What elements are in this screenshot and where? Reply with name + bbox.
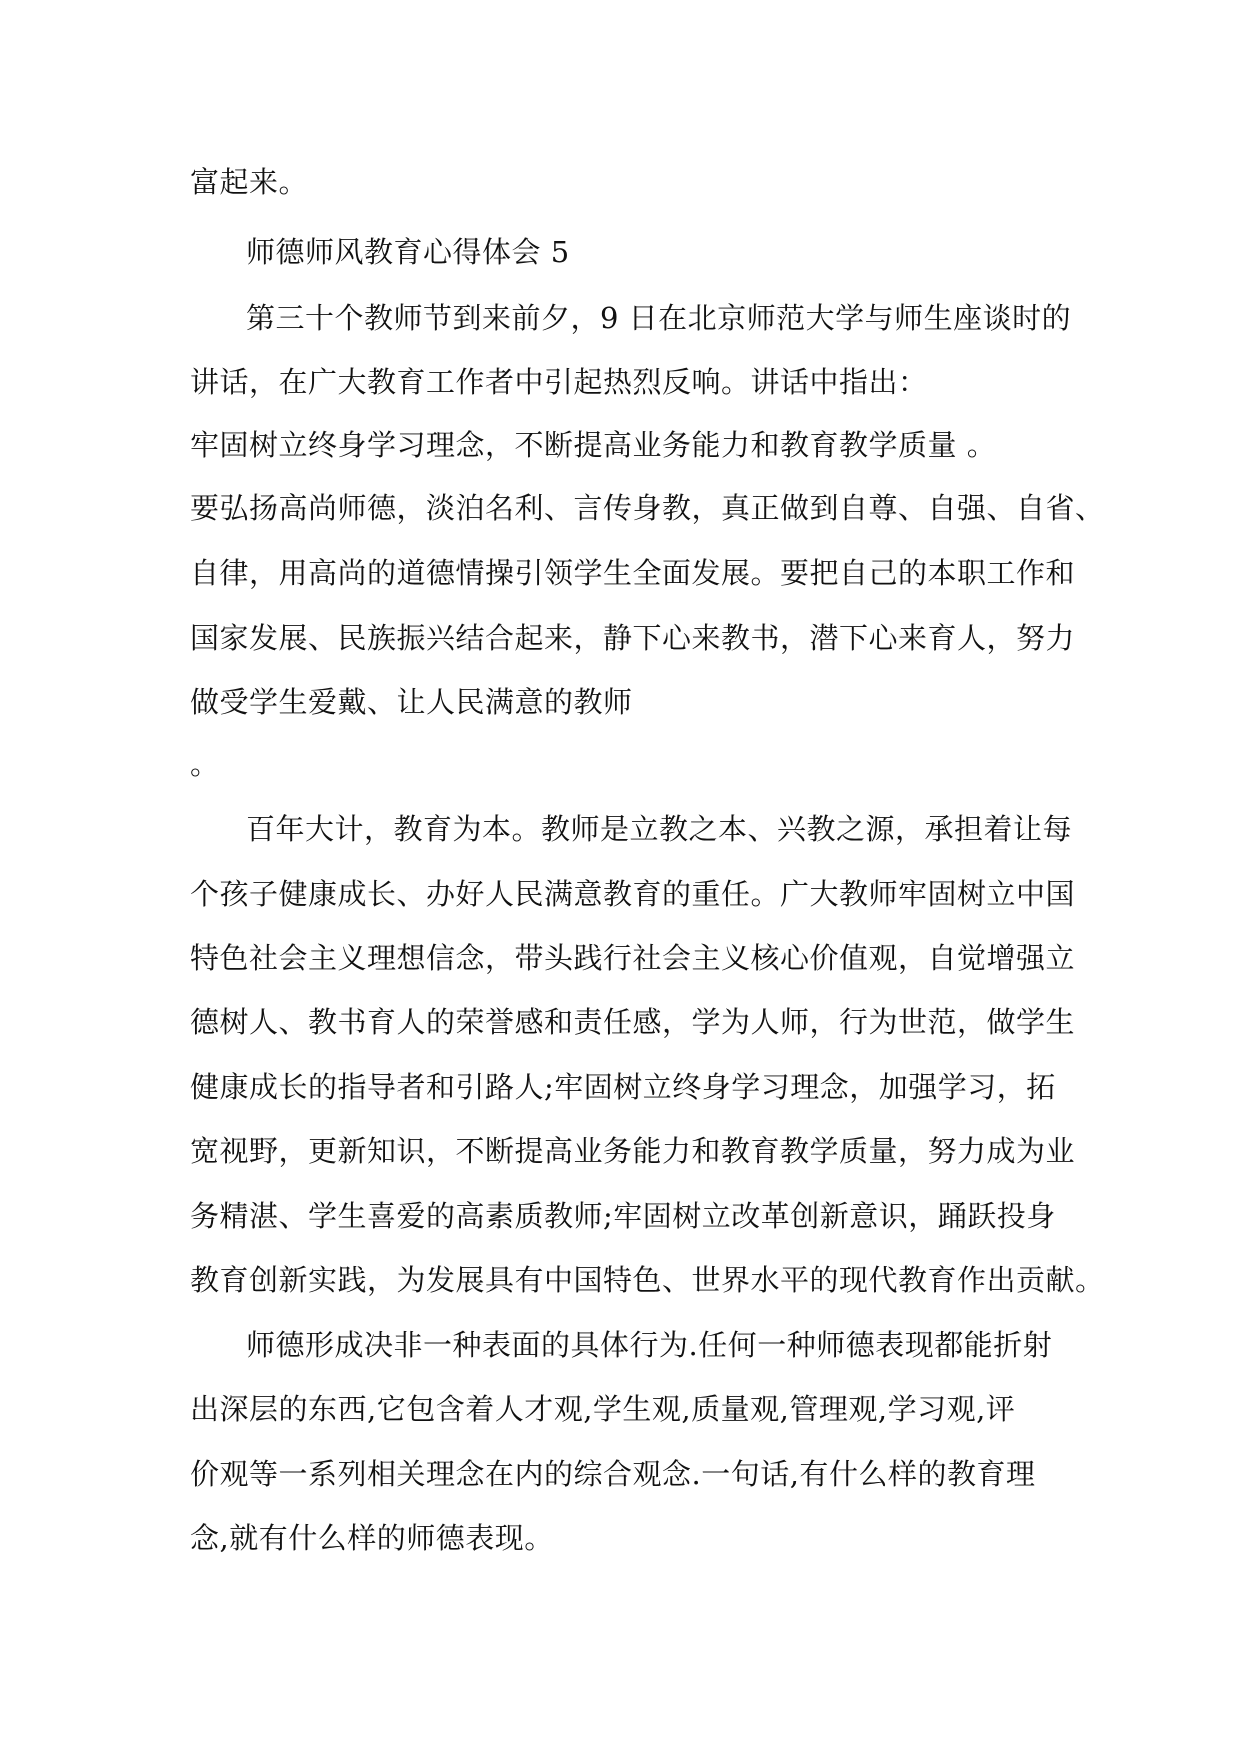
text-line: 个孩子健康成长、办好人民满意教育的重任。广大教师牢固树立中国	[190, 877, 1076, 911]
text-line: 念,就有什么样的师德表现。	[190, 1521, 554, 1555]
text-line: 要弘扬高尚师德，淡泊名利、言传身教，真正做到自尊、自强、自省、	[190, 491, 1105, 525]
text-line: 特色社会主义理想信念，带头践行社会主义核心价值观，自觉增强立	[190, 941, 1076, 975]
text-line: 百年大计，教育为本。教师是立教之本、兴教之源，承担着让每	[246, 812, 1073, 846]
text-line: 富起来。	[190, 165, 309, 199]
text-line: 德树人、教书育人的荣誉感和责任感，学为人师，行为世范，做学生	[190, 1005, 1076, 1039]
text-line: 出深层的东西,它包含着人才观,学生观,质量观,管理观,学习观,评	[190, 1392, 1016, 1426]
text-line: 。	[190, 747, 220, 781]
text-line: 牢固树立终身学习理念，不断提高业务能力和教育教学质量 。	[190, 428, 997, 462]
text-line: 第三十个教师节到来前夕，9 日在北京师范大学与师生座谈时的	[246, 301, 1072, 335]
section-heading: 师德师风教育心得体会 5	[246, 235, 570, 269]
text-line: 务精湛、学生喜爱的高素质教师;牢固树立改革创新意识，踊跃投身	[190, 1199, 1056, 1233]
text-line: 做受学生爱戴、让人民满意的教师	[190, 685, 633, 719]
text-line: 价观等一系列相关理念在内的综合观念.一句话,有什么样的教育理	[190, 1457, 1036, 1491]
text-line: 教育创新实践，为发展具有中国特色、世界水平的现代教育作出贡献。	[190, 1263, 1105, 1297]
text-line: 师德形成决非一种表面的具体行为.任何一种师德表现都能折射	[246, 1328, 1053, 1362]
text-line: 宽视野，更新知识，不断提高业务能力和教育教学质量，努力成为业	[190, 1134, 1076, 1168]
text-line: 自律，用高尚的道德情操引领学生全面发展。要把自己的本职工作和	[190, 556, 1076, 590]
text-line: 国家发展、民族振兴结合起来，静下心来教书，潜下心来育人，努力	[190, 621, 1076, 655]
text-line: 讲话，在广大教育工作者中引起热烈反响。讲话中指出：	[190, 365, 928, 399]
text-line: 健康成长的指导者和引路人;牢固树立终身学习理念，加强学习，拓	[190, 1070, 1056, 1104]
